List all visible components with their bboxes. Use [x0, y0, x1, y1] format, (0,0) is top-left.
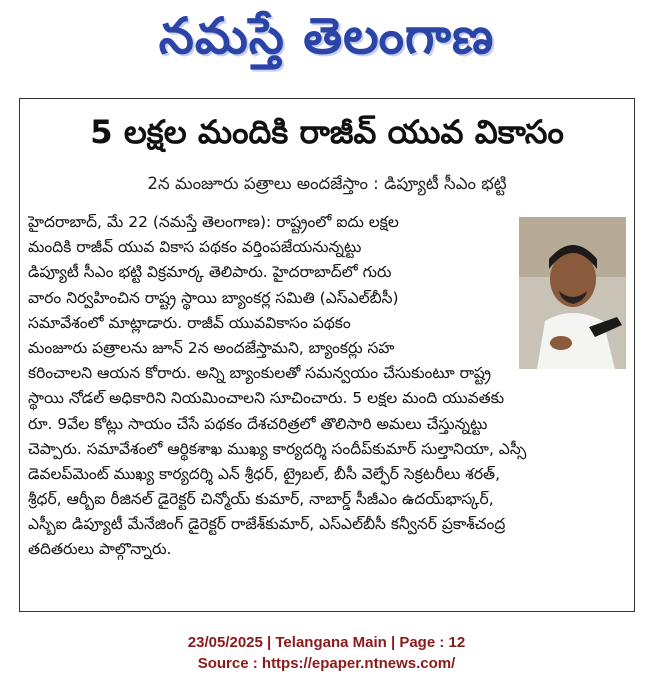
body-line: హైదరాబాద్, మే 22 (నమస్తే తెలంగాణ): రాష్ట్రంలో ఐదు లక్షల	[28, 213, 399, 231]
masthead-title: నమస్తే తెలంగాణ	[158, 6, 495, 65]
body-line: రూ. 9వేల కోట్లు సాయం చేసే పథకం దేశచరిత్రలో తొలిసారి అమలు చేస్తున్నట్టు	[28, 414, 488, 433]
body-line: స్థాయి నోడల్ అధికారిని నియమించాలని సూచించారు. 5 లక్షల మంది యువతకు	[28, 389, 505, 408]
newspaper-masthead	[0, 4, 653, 80]
body-line: తదితరులు పాల్గొన్నారు.	[28, 540, 172, 559]
body-line: శ్రీధర్, ఆర్బీఐ రీజినల్ డైరెక్టర్ చిన్మోయ్ కుమార్, నాబార్డ్ సీజీఎం ఉదయ్‌భాస్కర్,	[28, 490, 494, 509]
body-line: మంజూరు పత్రాలను జూన్ 2న అందజేస్తామని, బ్యాంకర్లు సహ	[28, 338, 395, 357]
body-line: ఎస్బీఐ డిప్యూటీ మేనేజింగ్ డైరెక్టర్ రాజేశ్‌కుమార్, ఎస్‌ఎల్‌బీసీ కన్వీనర్ ప్రకాశ్‌చంద్ర	[28, 515, 506, 534]
body-line: సమావేశంలో మాట్లాడారు. రాజీవ్ యువవికాసం పథకం	[28, 313, 351, 332]
edition-info: 23/05/2025 | Telangana Main | Page : 12	[187, 634, 466, 651]
body-line: వారం నిర్వహించిన రాష్ట్ర స్థాయి బ్యాంకర్ల సమితి (ఎస్‌ఎల్‌బీసీ)	[28, 288, 399, 307]
article-headline: 5 లక్షల మందికి రాజీవ్ యువ వికాసం	[90, 113, 564, 151]
article-clipping	[19, 98, 635, 612]
source-link[interactable]: Source : https://epaper.ntnews.com/	[197, 655, 456, 672]
article-body	[28, 210, 626, 563]
body-line: డిప్యూటీ సీఎం భట్టి విక్రమార్క తెలిపారు. హైదరాబాద్‌లో గురు	[28, 263, 392, 282]
body-line: మందికి రాజీవ్ యువ వికాస పథకం వర్తింపజేయనున్నట్టు	[28, 238, 362, 257]
body-line: డెవలప్‌మెంట్ ముఖ్య కార్యదర్శి ఎన్ శ్రీధర్, ట్రైబల్, బీసీ వెల్ఫేర్ సెక్రటరీలు శరత్,	[28, 464, 500, 483]
article-subheadline: 2న మంజూరు పత్రాలు అందజేస్తాం : డిప్యూటీ సీఎం భట్టి	[147, 174, 507, 193]
source-caption	[0, 632, 653, 674]
body-line: కరించాలని ఆయన కోరారు. అన్ని బ్యాంకులతో సమన్వయం చేసుకుంటూ రాష్ట్ర	[28, 364, 492, 383]
body-line: చెప్పారు. సమావేశంలో ఆర్థికశాఖ ముఖ్య కార్యదర్శి సందీప్‌కుమార్ సుల్తానియా, ఎస్సీ	[28, 439, 527, 458]
